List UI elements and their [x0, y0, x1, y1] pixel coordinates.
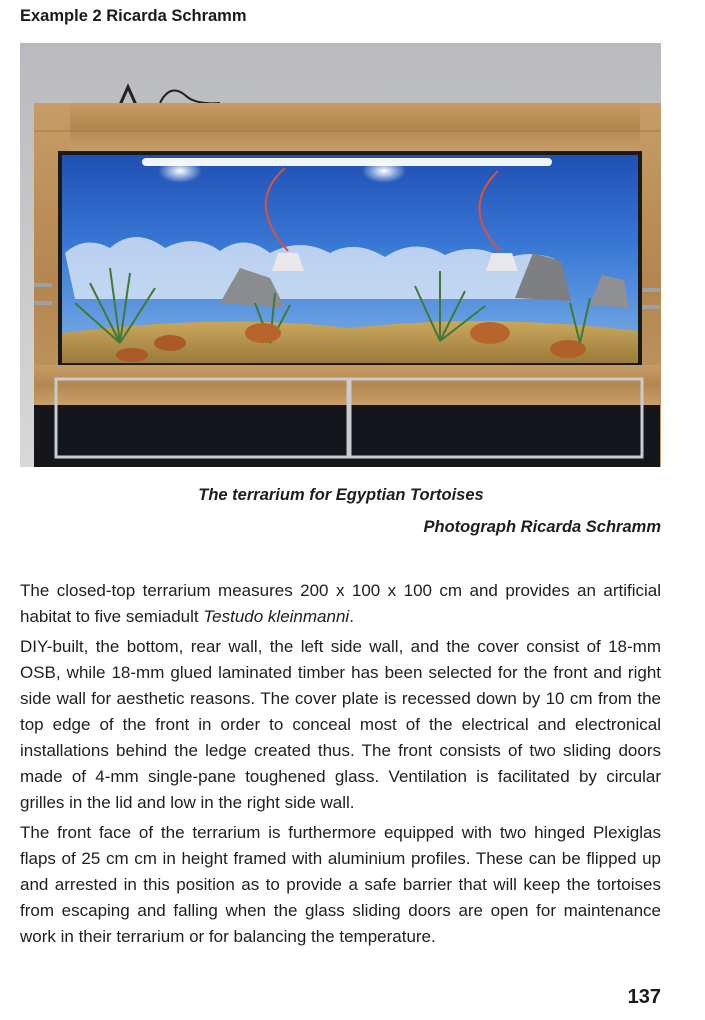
- figure-caption: The terrarium for Egyptian Tortoises: [198, 486, 484, 504]
- body-text: [20, 578, 661, 954]
- terrarium-photo: [20, 43, 661, 467]
- section-heading: Example 2 Ricarda Schramm: [20, 7, 247, 25]
- paragraph-3: The front face of the terrarium is furthermore equipped with two hinged Plexiglas flaps of 25 cm cm in height framed with aluminium profiles. These can be flipped up and arrested in this position as to provide a safe barrier that will keep the tortoises from escaping and falling when the glass sliding doors are open for maintenance work in their terrarium or for balancing the temperature.: [20, 823, 661, 946]
- paragraph-1: [20, 578, 661, 630]
- photo-credit: Photograph Ricarda Schramm: [423, 518, 661, 536]
- paragraph-1-text: The closed-top terrarium measures 200 x 100 x 100 cm and provides an artificial habitat to five semiadult: [20, 581, 661, 626]
- page-number: 137: [627, 986, 661, 1008]
- paragraph-2: DIY-built, the bottom, rear wall, the left side wall, and the cover consist of 18-mm OSB, while 18-mm glued laminated timber has been selected for the front and right side wall for aesthetic reasons. The cover plate is recessed down by 10 cm from the top edge of the front in order to conceal most of the electrical and electronical installations behind the ledge created thus. The front consists of two sliding doors made of 4-mm single-pane toughened glass. Ventilation is facilitated by circular grilles in the lid and low in the right side wall.: [20, 637, 661, 812]
- species-name: Testudo kleinmanni: [203, 606, 350, 626]
- paragraph-1-end: .: [349, 606, 354, 626]
